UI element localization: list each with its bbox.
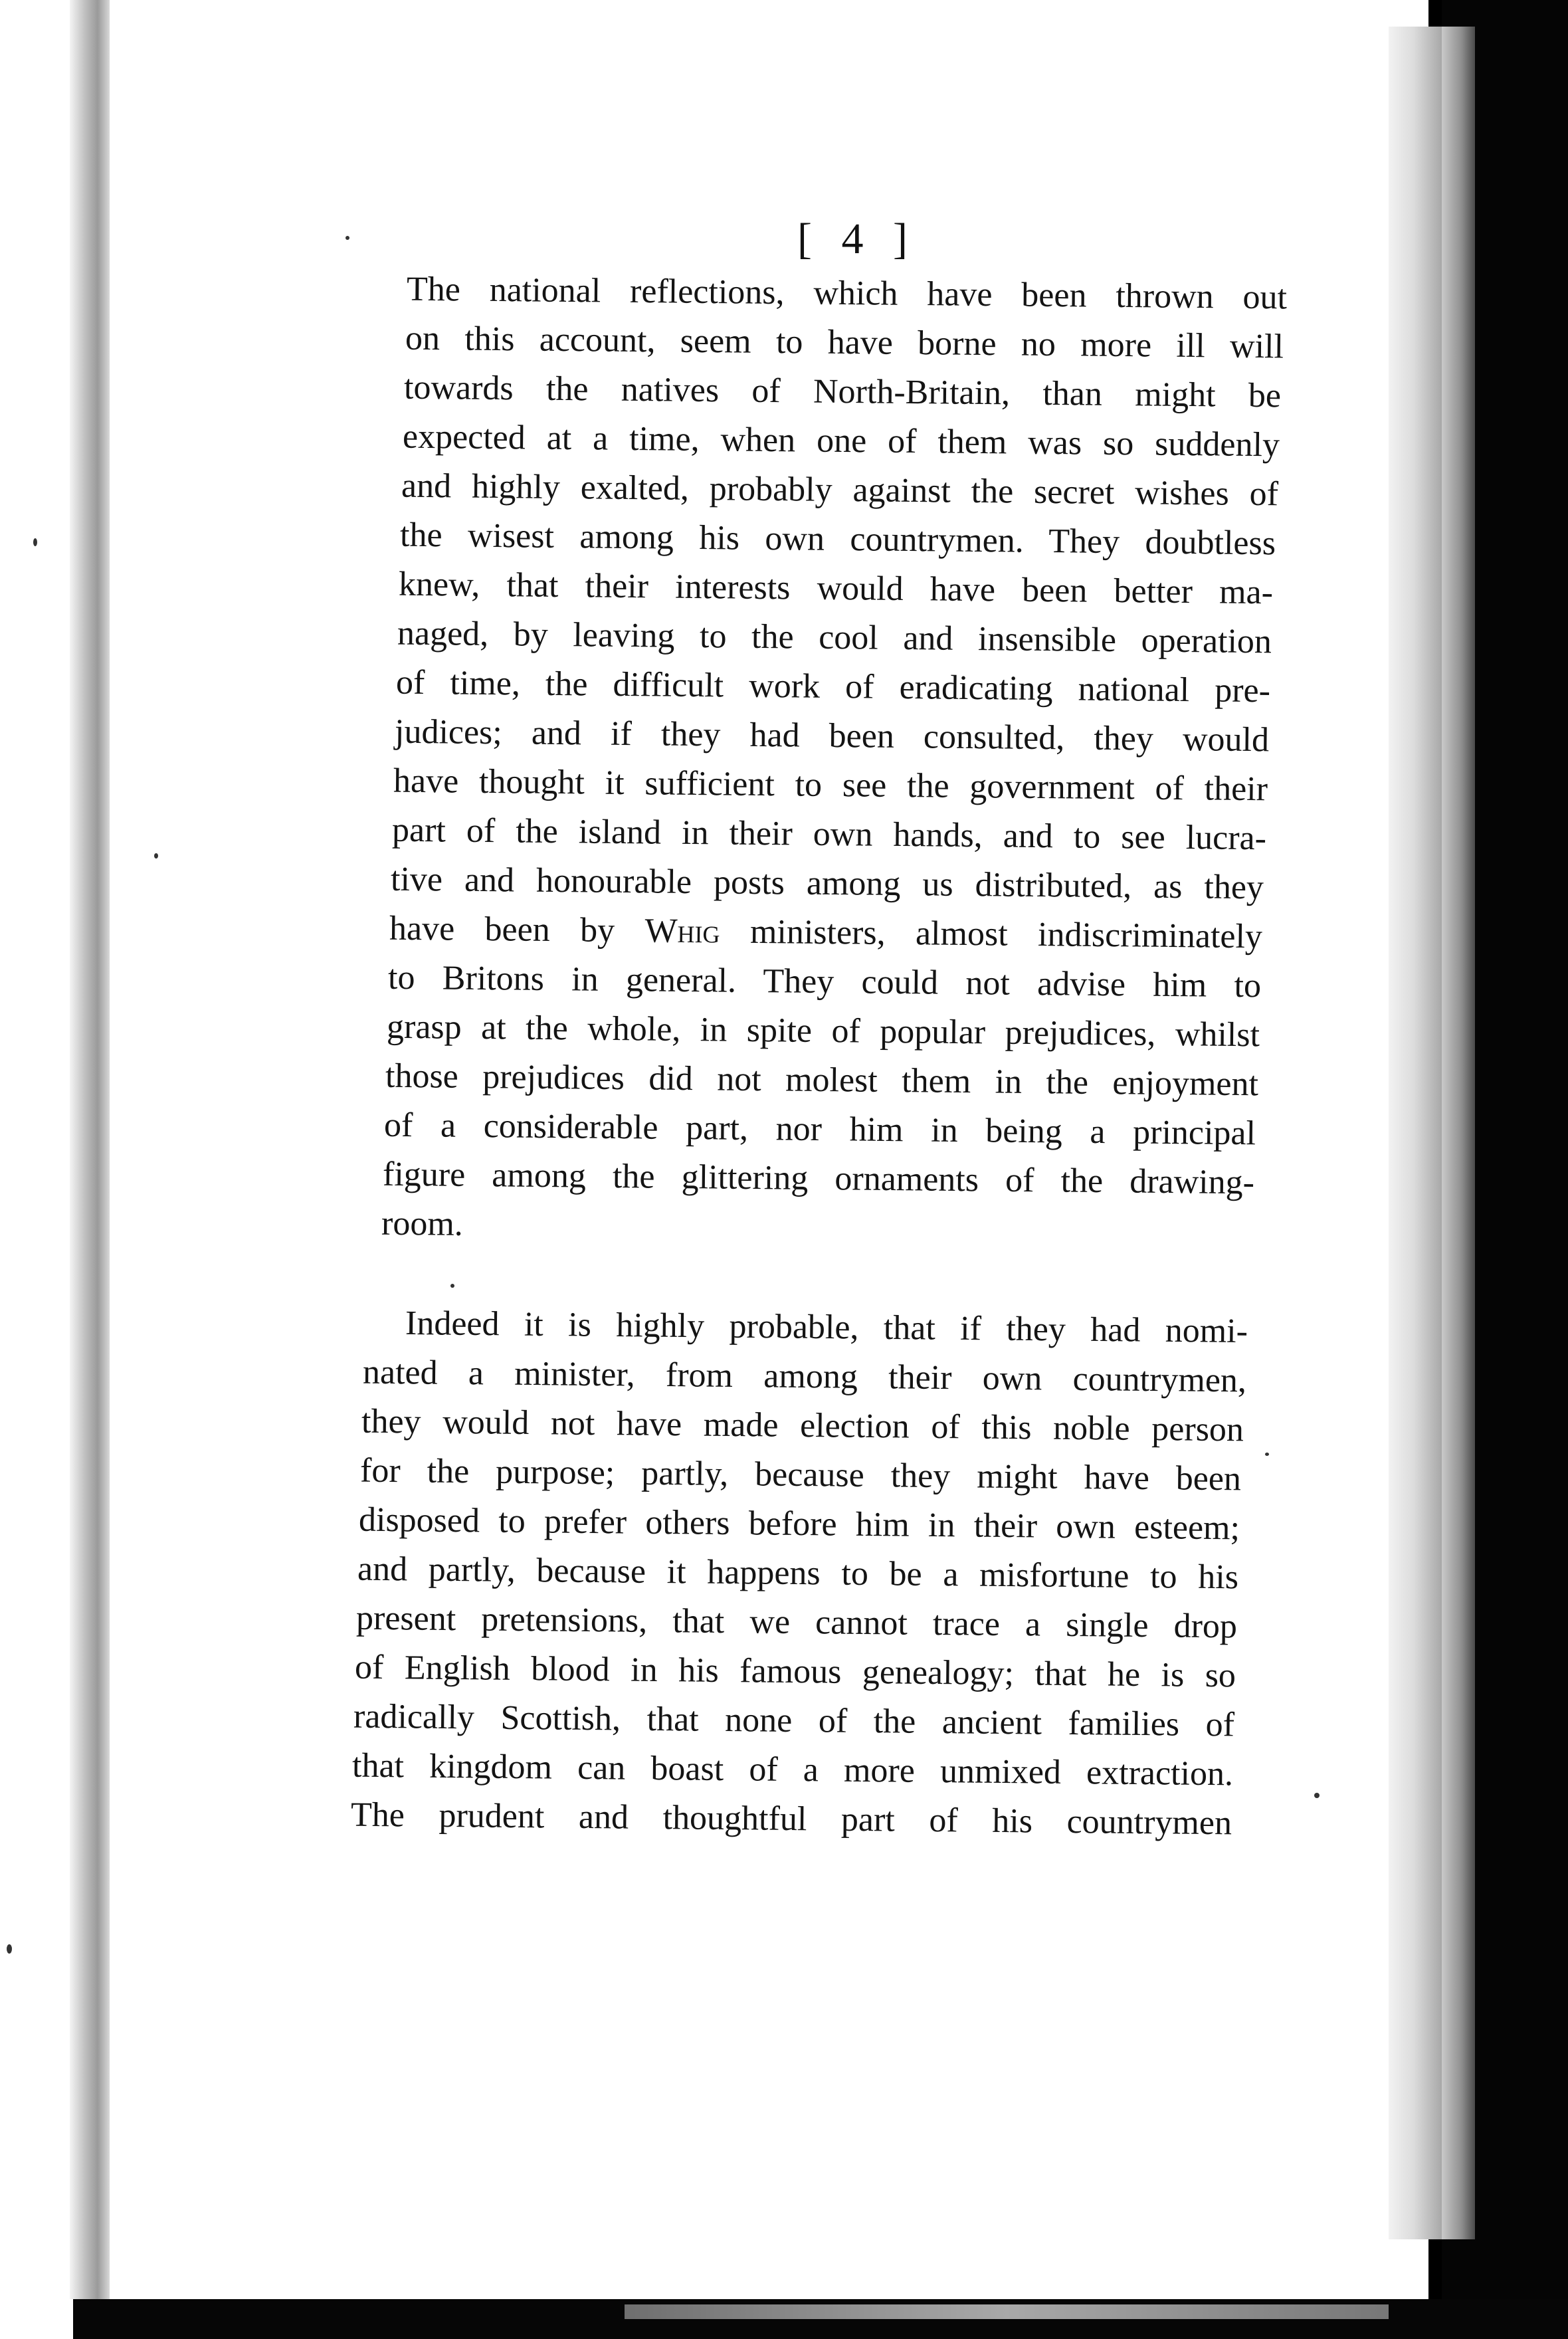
text-line: expected at a time, when one of them was so suddenly — [402, 417, 1280, 464]
text-line: and partly, because it happens to be a misfortune to his — [357, 1550, 1239, 1597]
scan-speck — [33, 538, 37, 546]
text-line: radically Scottish, that none of the ancient families of — [353, 1697, 1235, 1744]
text-line: to Britons in general. They could not advise him to — [387, 958, 1262, 1005]
scan-speck — [1265, 1453, 1269, 1456]
text-line: have been by Whig ministers, almost indiscriminately — [389, 909, 1263, 956]
text-line: of time, the difficult work of eradicating national pre- — [395, 663, 1271, 710]
text-line: towards the natives of North-Britain, than might be — [403, 368, 1282, 415]
text-line: and highly exalted, probably against the secret wishes of — [401, 466, 1279, 514]
text-line: tive and honourable posts among us distributed, as they — [390, 860, 1264, 907]
scan-speck — [450, 1284, 454, 1288]
text-line: disposed to prefer others before him in their own esteem; — [358, 1500, 1240, 1548]
text-line: present pretensions, that we cannot trace a single drop — [355, 1599, 1238, 1646]
text-line: judices; and if they had been consulted, they would — [394, 712, 1270, 760]
text-line: of English blood in his famous genealogy; that he is so — [354, 1648, 1236, 1695]
text-line: knew, that their interests would have been better ma- — [398, 565, 1274, 612]
scan-speck — [345, 236, 349, 240]
text-line: room. — [381, 1204, 464, 1243]
text-line: naged, by leaving to the cool and insensible operation — [397, 614, 1272, 661]
text-line: the wisest among his own countrymen. They doubtless — [399, 516, 1276, 563]
whig-small-caps: Whig — [644, 912, 720, 951]
page-number: [ 4 ] — [797, 215, 917, 263]
text-line: The national reflections, which have been thrown out — [406, 270, 1288, 317]
text-line: they would not have made election of this noble person — [361, 1402, 1244, 1449]
scan-speck — [7, 1944, 12, 1954]
text-line: that kingdom can boast of a more unmixed extraction. — [351, 1746, 1234, 1793]
text-line: Indeed it is highly probable, that if they had nomi- — [405, 1304, 1248, 1351]
text-line: of a considerable part, nor him in being a principal — [383, 1106, 1256, 1153]
text-line: nated a minister, from among their own countrymen, — [362, 1353, 1247, 1400]
text-line: The prudent and thoughtful part of his countrymen — [350, 1795, 1232, 1843]
text-line: those prejudices did not molest them in the enjoyment — [385, 1057, 1259, 1104]
text-line: for the purpose; partly, because they might have been — [359, 1451, 1242, 1498]
scan-speck — [154, 853, 158, 859]
text-line: on this account, seem to have borne no more ill will — [405, 319, 1284, 366]
text-line: figure among the glittering ornaments of the drawing- — [382, 1155, 1255, 1202]
text-line: part of the island in their own hands, and to see lucra- — [391, 811, 1267, 858]
text-line: have thought it sufficient to see the government of their — [393, 762, 1268, 809]
scan-speck — [1314, 1793, 1320, 1798]
text-line: grasp at the whole, in spite of popular prejudices, whilst — [386, 1007, 1260, 1055]
